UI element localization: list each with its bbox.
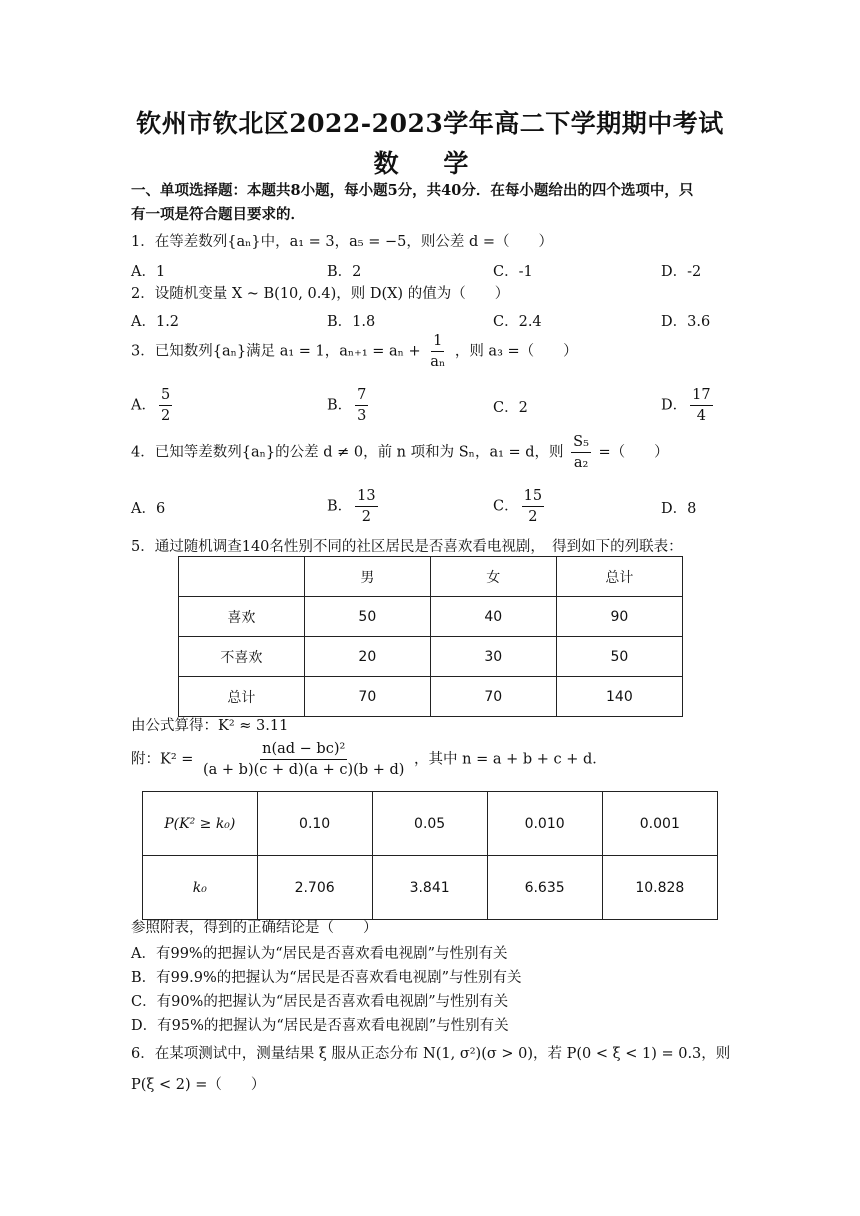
q3-option-d-den: 4 [696, 408, 706, 424]
table-cell: 男 [304, 557, 430, 597]
q5-formula-label: 附：K² = [131, 751, 194, 768]
table-cell: 50 [304, 597, 430, 637]
section-heading-line2: 有一项是符合题目要求的． [131, 206, 305, 223]
q4-option-c-num: 15 [522, 486, 544, 507]
table-cell: 30 [430, 637, 556, 677]
q6-stem-line2: P(ξ < 2) =（ ） [131, 1077, 266, 1093]
q3-stem-post: ，则 a₃ =（ ） [454, 343, 578, 360]
table-cell: 20 [304, 637, 430, 677]
q3-option-d-label: D． [661, 397, 688, 414]
table-cell: 喜欢 [179, 597, 305, 637]
table-cell [179, 557, 305, 597]
q2-option-b: B．1.8 [327, 314, 376, 330]
exam-subject: 数 学 [373, 149, 487, 178]
table-cell: 6.635 [487, 856, 602, 920]
q3-option-b-frac [355, 385, 368, 426]
table-cell: 70 [430, 677, 556, 717]
q5-option-c: C．有90%的把握认为“居民是否喜欢看电视剧”与性别有关 [131, 994, 509, 1010]
table-cell: 10.828 [602, 856, 717, 920]
q4-option-a: A．6 [131, 501, 166, 517]
q3-option-a-num: 5 [159, 385, 172, 406]
q4-option-c-label: C． [493, 498, 519, 515]
table-row [179, 677, 683, 717]
q5-formula-frac [201, 739, 406, 780]
q3-option-b-num: 7 [355, 385, 368, 406]
table-row [179, 637, 683, 677]
q4-option-c [493, 486, 547, 527]
table-cell: 不喜欢 [179, 637, 305, 677]
table-cell: 总计 [179, 677, 305, 717]
q3-option-b [327, 385, 371, 426]
table-cell: 0.05 [372, 792, 487, 856]
table-row [179, 597, 683, 637]
q4-frac-num: S₅ [571, 432, 591, 453]
q4-option-b-den: 2 [361, 509, 371, 525]
q4-frac-den: a₂ [573, 455, 589, 471]
q2-option-c: C．2.4 [493, 314, 542, 330]
q1-option-d: D．-2 [661, 264, 702, 280]
table-cell: 3.841 [372, 856, 487, 920]
table-row [143, 856, 718, 920]
table-cell: 140 [556, 677, 682, 717]
q3-frac-den: aₙ [430, 354, 446, 370]
q4-option-c-den: 2 [528, 509, 538, 525]
table-cell: 0.10 [257, 792, 372, 856]
q1-option-b: B．2 [327, 264, 362, 280]
q2-option-d: D．3.6 [661, 314, 711, 330]
table-cell: 90 [556, 597, 682, 637]
q4-option-b-label: B． [327, 498, 353, 515]
q5-option-d: D．有95%的把握认为“居民是否喜欢看电视剧”与性别有关 [131, 1018, 509, 1034]
q3-option-d-num: 17 [690, 385, 712, 406]
q3-option-a-label: A． [131, 397, 156, 414]
q3-option-a-den: 2 [160, 408, 171, 424]
q3-stem-pre: 3．已知数列{aₙ}满足 a₁ = 1，aₙ₊₁ = aₙ + [131, 343, 421, 360]
q3-option-a [131, 385, 175, 426]
q4-option-b-num: 13 [355, 486, 377, 507]
q4-fraction [571, 432, 591, 473]
q4-stem-post: =（ ） [598, 444, 669, 461]
table-cell: 2.706 [257, 856, 372, 920]
table-cell: k₀ [143, 856, 258, 920]
q4-stem-pre: 4．已知等差数列{aₙ}的公差 d ≠ 0，前 n 项和为 Sₙ，a₁ = d，则 [131, 444, 564, 461]
q2-stem: 2．设随机变量 X ~ B(10, 0.4)，则 D(X) 的值为（ ） [131, 286, 510, 302]
section-heading-line1: 一、单项选择题：本题共8小题，每小题5分，共40分．在每小题给出的四个选项中，只 [131, 182, 694, 199]
q3-stem [131, 331, 578, 372]
table-cell: P(K² ≥ k₀) [143, 792, 258, 856]
q5-formula [131, 739, 607, 780]
table-cell: 0.001 [602, 792, 717, 856]
table-cell: 40 [430, 597, 556, 637]
q5-stem: 5．通过随机调查140名性别不同的社区居民是否喜欢看电视剧， 得到如下的列联表： [131, 539, 683, 555]
table-row [143, 792, 718, 856]
q4-option-c-frac [522, 486, 544, 527]
q3-option-a-frac [159, 385, 172, 426]
q3-option-b-label: B． [327, 397, 353, 414]
q3-option-d [661, 385, 716, 426]
q3-frac-num: 1 [431, 331, 444, 352]
q5-formula-num: n(ad − bc)² [260, 739, 347, 760]
q4-stem [131, 432, 669, 473]
exam-title: 钦州市钦北区2022-2023学年高二下学期期中考试 [136, 109, 724, 138]
q6-stem-line1: 6．在某项测试中，测量结果 ξ 服从正态分布 N(1, σ²)(σ > 0)，若 P(0 < ξ < 1) = 0.3，则 [131, 1046, 731, 1062]
table-row [179, 557, 683, 597]
q5-formula-result: 由公式算得：K² ≈ 3.11 [131, 718, 289, 734]
table-cell: 总计 [556, 557, 682, 597]
table-cell: 0.010 [487, 792, 602, 856]
q3-option-d-frac [690, 385, 712, 426]
q5-option-a: A．有99%的把握认为“居民是否喜欢看电视剧”与性别有关 [131, 946, 508, 962]
q5-option-b: B．有99.9%的把握认为“居民是否喜欢看电视剧”与性别有关 [131, 970, 522, 986]
q5-formula-post: ，其中 n = a + b + c + d． [414, 751, 607, 768]
q4-option-b [327, 486, 381, 527]
critical-value-table [142, 791, 718, 920]
table-cell: 女 [430, 557, 556, 597]
q1-stem: 1．在等差数列{aₙ}中，a₁ = 3，a₅ = −5，则公差 d =（ ） [131, 234, 553, 250]
q1-option-c: C．-1 [493, 264, 533, 280]
q2-option-a: A．1.2 [131, 314, 180, 330]
table-cell: 70 [304, 677, 430, 717]
q1-option-a: A．1 [131, 264, 166, 280]
q3-option-b-den: 3 [357, 408, 367, 424]
q3-fraction [428, 331, 447, 372]
contingency-table [178, 556, 683, 717]
q4-option-b-frac [355, 486, 377, 527]
q3-option-c: C．2 [493, 400, 528, 416]
q5-formula-den: (a + b)(c + d)(a + c)(b + d) [203, 762, 405, 778]
q4-option-d: D．8 [661, 501, 697, 517]
q5-ask: 参照附表，得到的正确结论是（ ） [131, 920, 378, 936]
table-cell: 50 [556, 637, 682, 677]
